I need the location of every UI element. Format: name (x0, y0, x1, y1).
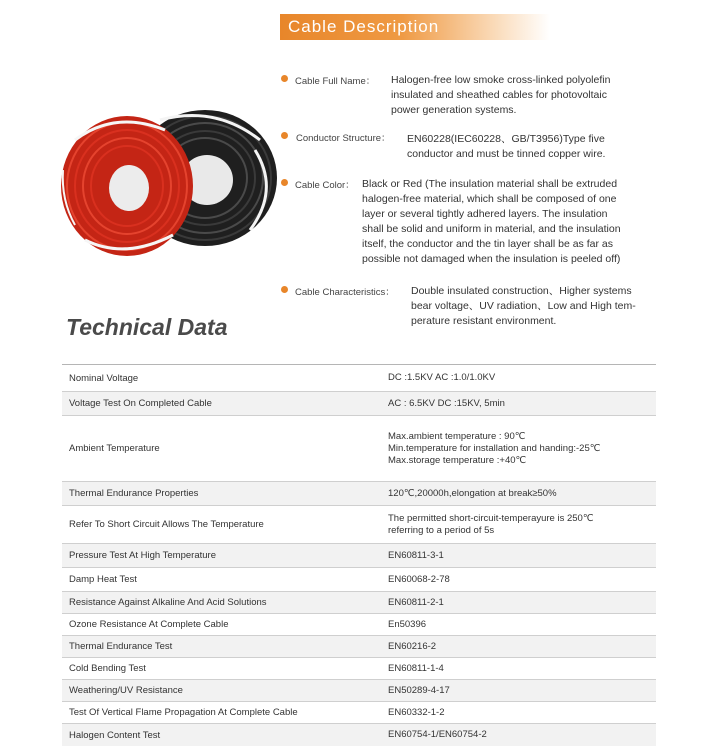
desc-label-full-name: Cable Full Name： (295, 76, 376, 87)
bullet-icon (281, 286, 288, 293)
bullet-icon (281, 75, 288, 82)
desc-value-conductor: EN60228(IEC60228、GB/T3956)Type five conductor and must be tinned copper wire. (407, 133, 606, 160)
table-row: Voltage Test On Completed Cable AC : 6.5KV DC :15KV, 5min (62, 392, 656, 416)
red-cable-coil (61, 116, 193, 256)
cable-coils-image (55, 100, 290, 260)
table-row: Pressure Test At High Temperature EN60811-3-1 (62, 544, 656, 568)
table-row: Thermal Endurance Properties 120℃,20000h,elongation at break≥50% (62, 482, 656, 506)
desc-value-characteristics: Double insulated construction、Higher systems bear voltage、UV radiation、Low and High tem- perature resistant environment. (411, 285, 636, 327)
desc-label-characteristics: Cable Characteristics： (295, 287, 395, 298)
table-row: Halogen Content Test EN60754-1/EN60754-2 (62, 724, 656, 746)
bullet-icon (281, 179, 288, 186)
table-row: Nominal Voltage DC :1.5KV AC :1.0/1.0KV (62, 365, 656, 392)
table-row: Test Of Vertical Flame Propagation At Complete Cable EN60332-1-2 (62, 702, 656, 724)
desc-label-conductor: Conductor Structure： (296, 133, 391, 144)
table-row: Resistance Against Alkaline And Acid Solutions EN60811-2-1 (62, 592, 656, 614)
table-row: Refer To Short Circuit Allows The Temperature The permitted short-circuit-temperayure is 250℃ referring to a period of 5s (62, 506, 656, 544)
table-row: Ambient Temperature Max.ambient temperature : 90℃ Min.temperature for installation and handing:-25℃ Max.storage temperature :+40℃ (62, 416, 656, 482)
table-row: Ozone Resistance At Complete Cable En50396 (62, 614, 656, 636)
desc-value-full-name: Halogen-free low smoke cross-linked polyolefin insulated and sheathed cables for photovoltaic power generation systems. (391, 74, 611, 116)
desc-label-color: Cable Color： (295, 180, 355, 191)
desc-value-color: Black or Red (The insulation material shall be extruded halogen-free material, which shall be composed of one layer or several tightly adhered layers. The insulation shall be solid and uniform in material, and the insulation itself, the conductor and the tin layer shall be as far as possible not damaged when the insulation is peeled off) (362, 178, 621, 265)
table-row: Weathering/UV Resistance EN50289-4-17 (62, 680, 656, 702)
technical-data-title: Technical Data (66, 314, 228, 340)
bullet-icon (281, 132, 288, 139)
technical-data-table (62, 364, 656, 746)
section-banner (280, 14, 550, 40)
table-row: Cold Bending Test EN60811-1-4 (62, 658, 656, 680)
table-row: Damp Heat Test EN60068-2-78 (62, 568, 656, 592)
table-row: Thermal Endurance Test EN60216-2 (62, 636, 656, 658)
section-title: Cable Description (288, 17, 440, 36)
